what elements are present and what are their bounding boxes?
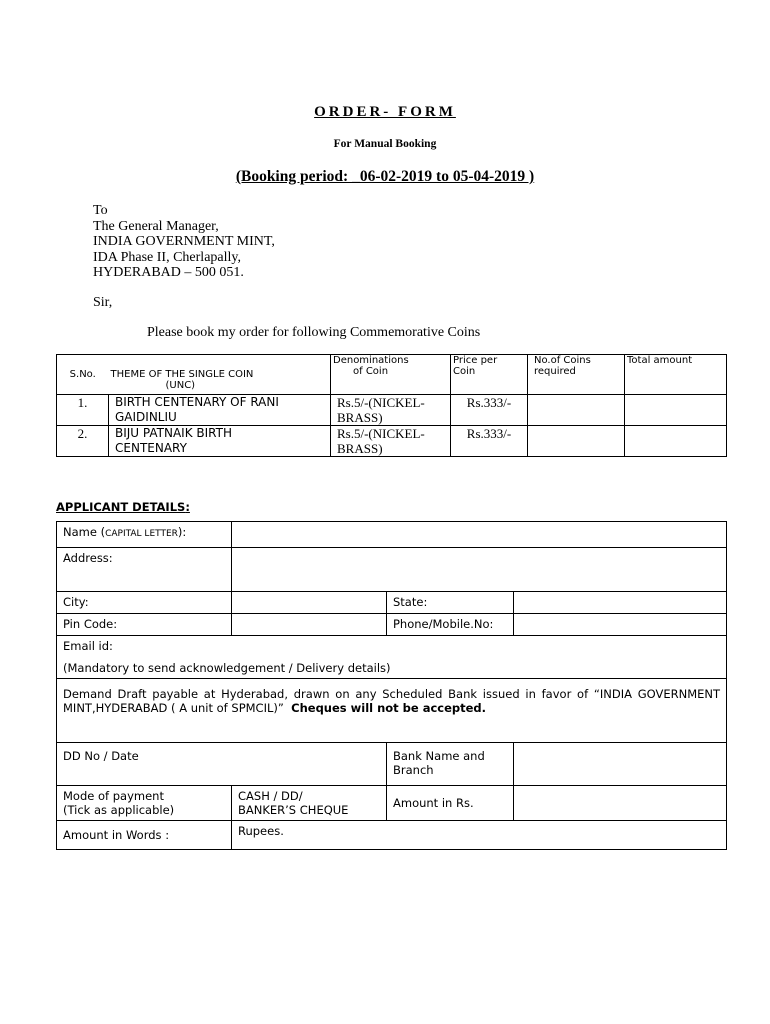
table-row	[57, 426, 727, 457]
city-label: City:	[57, 592, 232, 614]
row-price: Rs.333/-	[451, 395, 528, 426]
mode-of-payment-label	[57, 786, 232, 821]
pin-code-label: Pin Code:	[57, 614, 232, 636]
amount-label: Amount in Rs.	[387, 786, 514, 821]
row-theme	[109, 426, 331, 457]
phone-input[interactable]	[514, 614, 727, 636]
email-note: (Mandatory to send acknowledgement / Delivery details)	[63, 661, 391, 675]
row-sno: 2.	[57, 426, 109, 457]
row-theme-line2: CENTENARY	[115, 441, 187, 455]
bank-label-line2: Branch	[393, 763, 434, 777]
applicant-details-table	[56, 521, 727, 850]
mode-options-line2: BANKER’S CHEQUE	[238, 803, 349, 817]
address-line-1: The General Manager,	[93, 218, 219, 234]
row-total-input[interactable]	[625, 395, 727, 426]
applicant-heading-colon: :	[185, 500, 190, 514]
state-label: State:	[387, 592, 514, 614]
row-theme-line1: BIRTH CENTENARY OF RANI	[115, 395, 279, 409]
email-field[interactable]	[57, 636, 727, 679]
dd-text: Demand Draft payable at Hyderabad, drawn on any Scheduled Bank issued in favor of “INDIA GOVERNMENT MINT,HYDERABAD ( A unit of SPMCIL)”	[63, 687, 721, 715]
header-sno: S.No.	[57, 355, 109, 395]
bank-label	[387, 743, 514, 786]
payment-mode-options[interactable]	[232, 786, 387, 821]
name-input[interactable]	[232, 522, 727, 548]
address-line-4: HYDERABAD – 500 051.	[93, 265, 244, 280]
row-quantity-input[interactable]	[528, 426, 625, 457]
salutation: Sir,	[93, 295, 113, 310]
row-denom-line2: BRASS)	[337, 441, 383, 456]
email-label: Email id:	[63, 639, 113, 653]
header-price	[451, 355, 528, 395]
address-to: To	[93, 203, 108, 218]
bank-label-line1: Bank Name and	[393, 749, 485, 763]
address-line-3: IDA Phase II, Cherlapally,	[93, 249, 241, 265]
row-theme	[109, 395, 331, 426]
amount-input[interactable]	[514, 786, 727, 821]
table-row	[57, 395, 727, 426]
header-denom-line2: of Coin	[353, 366, 389, 377]
coin-order-table	[56, 354, 727, 457]
row-quantity-input[interactable]	[528, 395, 625, 426]
name-label-end: ):	[177, 525, 187, 539]
header-denom-line1: Denominations	[333, 355, 409, 366]
dd-no-field[interactable]	[57, 743, 387, 786]
applicant-details-heading	[56, 500, 190, 514]
header-theme-line2: (UNC)	[165, 380, 196, 391]
header-qty-line1: No.of Coins	[534, 355, 591, 366]
row-theme-line2: GAIDINLIU	[115, 410, 177, 424]
row-denomination	[331, 426, 451, 457]
recipient-address	[93, 203, 275, 281]
header-theme-line1: THEME OF THE SINGLE COIN	[110, 369, 254, 380]
address-line-2: INDIA GOVERNMENT MINT,	[93, 234, 275, 249]
row-price: Rs.333/-	[451, 426, 528, 457]
row-theme-line1: BIJU PATNAIK BIRTH	[115, 426, 232, 440]
header-price-line1: Price per	[453, 355, 498, 366]
address-input[interactable]	[232, 548, 727, 592]
booking-period: (Booking period: _06-02-2019 to 05-04-2019 )	[235, 168, 535, 185]
pin-code-input[interactable]	[232, 614, 387, 636]
name-label-small: CAPITAL LETTER	[105, 529, 178, 539]
row-denom-line1: Rs.5/-(NICKEL-	[337, 426, 425, 441]
address-label: Address:	[57, 548, 232, 592]
demand-draft-instructions	[57, 679, 727, 743]
header-quantity	[528, 355, 625, 395]
form-title: ORDER- FORM	[314, 104, 456, 120]
applicant-heading-text: APPLICANT DETAILS	[56, 500, 186, 514]
header-price-line2: Coin	[453, 366, 476, 377]
header-qty-line2: required	[534, 366, 576, 377]
bank-input[interactable]	[514, 743, 727, 786]
intro-text: Please book my order for following Commemorative Coins	[147, 325, 481, 340]
coin-table-header	[57, 355, 727, 395]
amount-words-label: Amount in Words :	[57, 821, 232, 850]
row-denomination	[331, 395, 451, 426]
header-theme	[109, 355, 331, 395]
amount-words-input[interactable]	[232, 821, 727, 850]
mode-label-line1: Mode of payment	[63, 789, 164, 803]
row-denom-line2: BRASS)	[337, 410, 383, 425]
rupees-label: Rupees.	[238, 824, 284, 838]
dd-no-label: DD No / Date	[63, 749, 139, 763]
mode-options-line1: CASH / DD/	[238, 789, 303, 803]
city-input[interactable]	[232, 592, 387, 614]
header-total: Total amount	[625, 355, 727, 395]
name-label	[57, 522, 232, 548]
row-denom-line1: Rs.5/-(NICKEL-	[337, 395, 425, 410]
dd-bold-note: Cheques will not be accepted.	[291, 701, 487, 715]
header-denomination	[331, 355, 451, 395]
name-label-text: Name (	[63, 525, 106, 539]
mode-label-line2: (Tick as applicable)	[63, 803, 175, 817]
phone-label: Phone/Mobile.No:	[387, 614, 514, 636]
form-subtitle: For Manual Booking	[333, 138, 437, 150]
row-sno: 1.	[57, 395, 109, 426]
state-input[interactable]	[514, 592, 727, 614]
row-total-input[interactable]	[625, 426, 727, 457]
